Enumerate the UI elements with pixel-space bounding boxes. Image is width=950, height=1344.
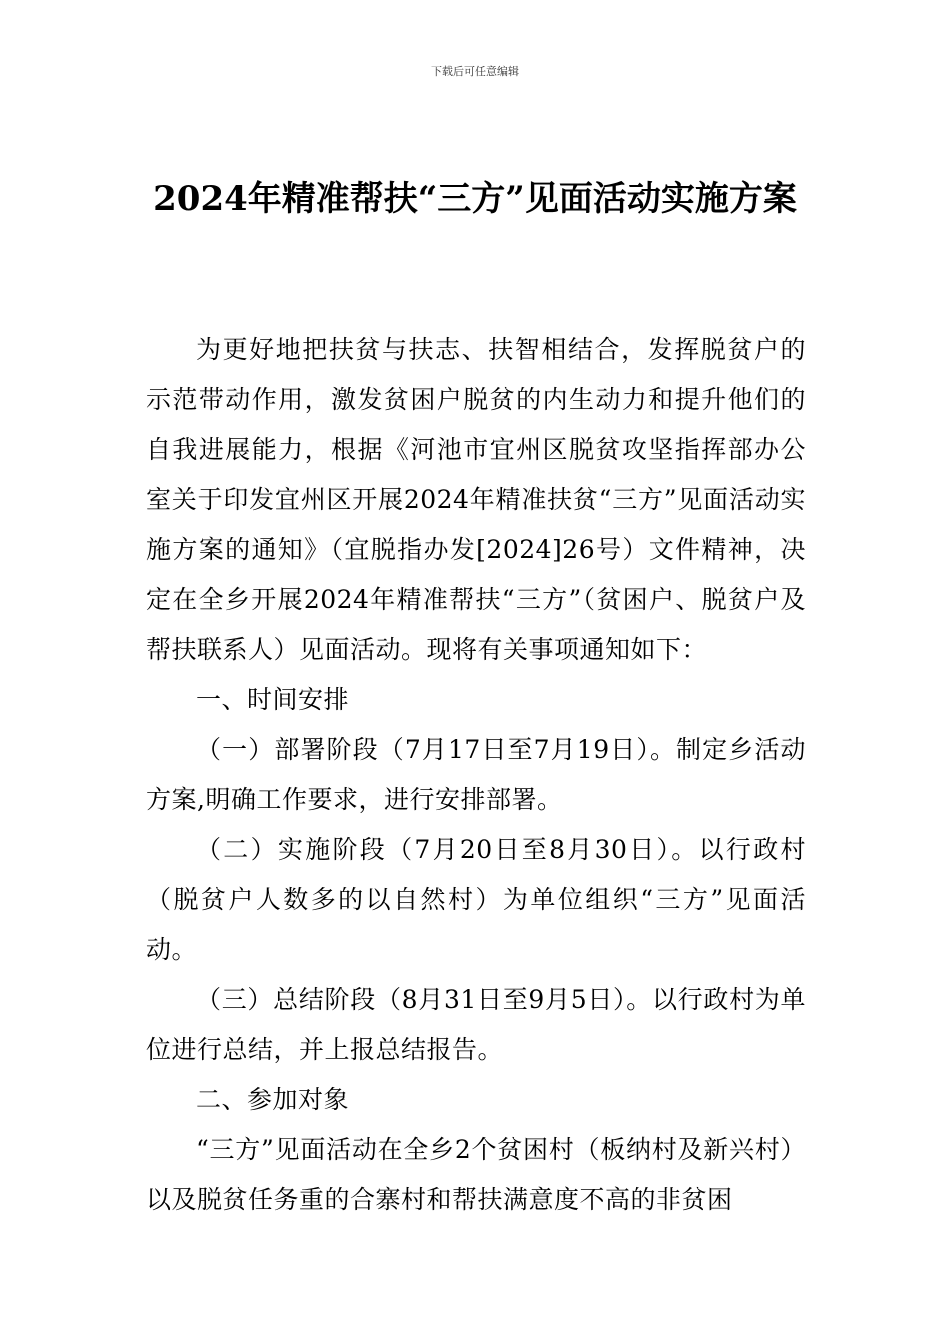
- document-title: 2024年精准帮扶“三方”见面活动实施方案: [153, 179, 797, 219]
- document-body: [146, 325, 806, 1225]
- section-heading-participants: 二、参加对象: [196, 1085, 350, 1114]
- section-heading-schedule: 一、时间安排: [196, 685, 350, 714]
- page-header: 下载后可任意编辑: [431, 65, 519, 78]
- paragraph-stage-summary: （三）总结阶段（8月31日至9月5日）。以行政村为单位进行总结，并上报总结报告。: [146, 985, 806, 1064]
- paragraph-intro: 为更好地把扶贫与扶志、扶智相结合，发挥脱贫户的示范带动作用，激发贫困户脱贫的内生动力和提升他们的自我进展能力，根据《河池市宜州区脱贫攻坚指挥部办公室关于印发宜州区开展2024年精准扶贫“三方”见面活动实施方案的通知》（宜脱指办发[2024]26号）文件精神，决定在全乡开展2024年精准帮扶“三方”（贫困户、脱贫户及帮扶联系人）见面活动。现将有关事项通知如下：: [146, 335, 806, 664]
- paragraph-stage-deploy: （一）部署阶段（7月17日至7月19日）。制定乡活动方案,明确工作要求，进行安排部署。: [146, 735, 806, 814]
- paragraph-participants: “三方”见面活动在全乡2个贫困村（板纳村及新兴村）以及脱贫任务重的合寨村和帮扶满意度不高的非贫困: [146, 1135, 806, 1214]
- paragraph-stage-implement: （二）实施阶段（7月20日至8月30日）。以行政村（脱贫户人数多的以自然村）为单位组织“三方”见面活动。: [146, 835, 806, 964]
